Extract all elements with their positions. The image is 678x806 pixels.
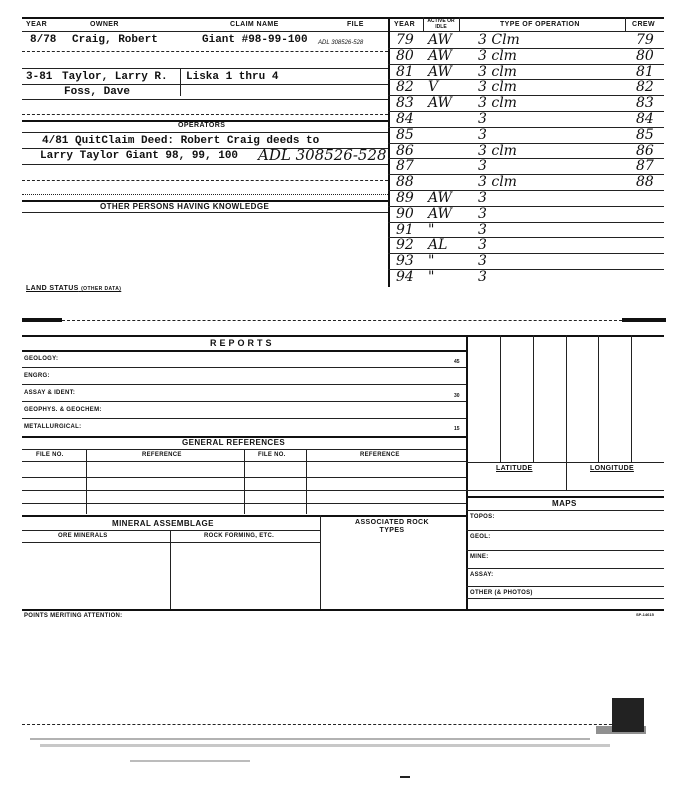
report-mark-45: 45 (454, 359, 460, 365)
operators-line-2-handwritten: ADL 308526-528 (258, 146, 387, 164)
ledger-type: 3 (478, 205, 487, 222)
col-header-owner: OWNER (90, 21, 119, 28)
ledger-crew: 82 (636, 79, 654, 96)
report-engrg: ENGRG: (24, 373, 50, 379)
ledger-type: 3 (478, 111, 487, 127)
ledger-type: 3 (478, 126, 487, 143)
ledger-crew: 80 (636, 47, 654, 64)
ledger-year: 86 (396, 142, 414, 159)
ledger-rule (388, 143, 664, 144)
report-geology: GEOLOGY: (24, 356, 59, 362)
ref-col-reference-1: REFERENCE (142, 452, 182, 458)
map-topos: TOPOS: (470, 514, 495, 520)
ledger-crew: 81 (636, 63, 654, 80)
ledger-status: V (428, 79, 439, 96)
operators-line-2: Larry Taylor Giant 98, 99, 100 (40, 150, 239, 162)
ref-col-reference-2: REFERENCE (360, 452, 400, 458)
operators-line-1: 4/81 QuitClaim Deed: Robert Craig deeds to (42, 135, 320, 147)
ledger-type: 3 (478, 269, 487, 285)
ledger-status: AW (428, 47, 452, 64)
report-metallurgical: METALLURGICAL: (24, 424, 82, 430)
ledger-status: AW (428, 63, 452, 80)
owner-row-2-date: 3-81 (26, 71, 53, 83)
ledger-year: 79 (396, 32, 414, 48)
ledger-year: 84 (396, 111, 414, 127)
ledger-status: AW (428, 95, 452, 112)
report-assay: ASSAY & IDENT: (24, 390, 76, 396)
ledger-type: 3 (478, 221, 487, 238)
col-header-claim-name: CLAIM NAME (230, 21, 279, 28)
latitude-label: LATITUDE (496, 465, 533, 472)
ledger-year: 83 (396, 95, 414, 112)
map-geol: GEOL: (470, 534, 491, 540)
rock-forming: ROCK FORMING, ETC. (204, 533, 275, 539)
ledger-rule (388, 127, 664, 128)
ledger-crew: 88 (636, 174, 654, 191)
ledger-status: AW (428, 205, 452, 222)
ledger-status: AL (428, 237, 448, 254)
map-mine: MINE: (470, 554, 489, 560)
maps-title: MAPS (552, 499, 577, 508)
land-status-text: LAND STATUS (26, 285, 79, 292)
owner-row-3-owner: Foss, Dave (64, 86, 131, 98)
ledger-type: 3 clm (478, 47, 517, 64)
ledger-status: " (428, 253, 435, 270)
operators-title: OPERATORS (178, 122, 226, 129)
ledger-status: AW (428, 32, 452, 48)
ledger-type: 3 clm (478, 142, 517, 159)
report-mark-15: 15 (454, 426, 460, 432)
ledger-type: 3 (478, 158, 487, 175)
ledger-year: 88 (396, 174, 414, 191)
report-geophys: GEOPHYS. & GEOCHEM: (24, 407, 102, 413)
associated-rock-types: ASSOCIATED ROCK TYPES (355, 519, 429, 534)
ledger-crew: 87 (636, 158, 654, 175)
ledger-type: 3 clm (478, 63, 517, 80)
ledger-year: 93 (396, 253, 414, 270)
ledger-crew: 83 (636, 95, 654, 112)
report-mark-30: 30 (454, 393, 460, 399)
ore-minerals: ORE MINERALS (58, 533, 108, 539)
ledger-year: 94 (396, 269, 414, 285)
col-header-active-idle: ACTIVE OR IDLE (427, 18, 455, 30)
ledger-type: 3 (478, 253, 487, 270)
ledger-year: 85 (396, 126, 414, 143)
ledger-type: 3 (478, 190, 487, 206)
land-status-sub: (OTHER DATA) (81, 286, 122, 292)
owner-row-1-date: 8/78 (30, 34, 57, 46)
longitude-label: LONGITUDE (590, 465, 634, 472)
reports-title: REPORTS (210, 338, 275, 348)
ledger-status: " (428, 221, 435, 238)
ledger-year: 80 (396, 47, 414, 64)
col-header-crew: CREW (632, 21, 655, 28)
points-meriting-attention: POINTS MERITING ATTENTION: (24, 613, 123, 619)
col-header-type-of-operation: TYPE OF OPERATION (500, 21, 580, 28)
ledger-crew: 85 (636, 126, 654, 143)
ledger-year: 90 (396, 205, 414, 222)
ledger-year: 81 (396, 63, 414, 80)
ledger-status: AW (428, 190, 452, 206)
ref-col-file-no-2: FILE NO. (258, 452, 286, 458)
col-header-year-2: YEAR (394, 21, 416, 28)
ledger-rule (388, 111, 664, 112)
ledger-type: 3 clm (478, 174, 517, 191)
form-number: SP-14615 (636, 612, 654, 617)
ledger-year: 87 (396, 158, 414, 175)
ledger-type: 3 clm (478, 95, 517, 112)
col-header-year: YEAR (26, 21, 48, 28)
col-header-file: FILE (347, 21, 364, 28)
ledger-rule (388, 174, 664, 175)
ledger-year: 92 (396, 237, 414, 254)
ref-col-file-no-1: FILE NO. (36, 452, 64, 458)
ledger-year: 89 (396, 190, 414, 206)
land-status-label (26, 285, 121, 292)
map-assay: ASSAY: (470, 572, 494, 578)
ledger-crew: 79 (636, 32, 654, 48)
ledger-rule (388, 158, 664, 159)
ledger-type: 3 clm (478, 79, 517, 96)
owner-row-2-owner: Taylor, Larry R. (62, 71, 168, 83)
other-persons-title: OTHER PERSONS HAVING KNOWLEDGE (100, 202, 270, 211)
ledger-type: 3 (478, 237, 487, 254)
ledger-year: 91 (396, 221, 414, 238)
ledger-crew: 86 (636, 142, 654, 159)
ledger-year: 82 (396, 79, 414, 96)
ledger-crew: 84 (636, 111, 654, 127)
owner-row-1-claim: Giant #98-99-100 (202, 34, 308, 46)
general-references-title: GENERAL REFERENCES (182, 438, 286, 447)
ledger-type: 3 Clm (478, 32, 520, 48)
map-other: OTHER (& PHOTOS) (470, 590, 533, 596)
owner-row-1-owner: Craig, Robert (72, 34, 158, 46)
owner-row-1-file: ADL 308526-528 (318, 40, 364, 46)
owner-row-2-claim: Liska 1 thru 4 (186, 71, 279, 83)
ledger-status: " (428, 269, 435, 285)
mineral-assemblage-title: MINERAL ASSEMBLAGE (112, 519, 214, 528)
